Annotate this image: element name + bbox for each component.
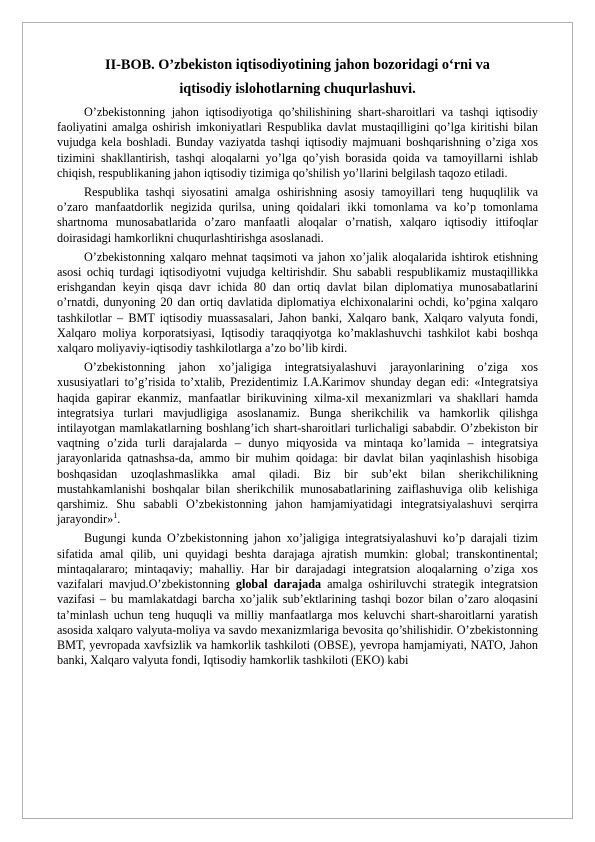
chapter-title-line2: iqtisodiy islohotlarning chuqurlashuvi. [179, 80, 416, 97]
document-body [57, 54, 538, 672]
paragraph-2: Respublika tashqi siyosatini amalga oshirishning asosiy tamoyillari teng huquqlilik va o’zaro manfaatdorlik negizida qurilsa, uning qoidalari ikki tomonlama va ko’p tomonlama shartnoma munosabatlarida o’zaro manfaatli aloqalar o’rnatish, xalqaro iqtisodiy ittifoqlar doirasidagi hamkorlikni chuqurlashtirishga asoslanadi. [57, 185, 538, 245]
paragraph-1: O’zbekistonning jahon iqtisodiyotiga qo’shilishining shart-sharoitlari va tashqi iqtisodiy faoliyatini amalga oshirish imkoniyatlari Respublika davlat mustaqilligini qo’lga kiritishi bilan vujudga kela boshladi. Bunday vaziyatda tashqi iqtisodiy majmuani boshqarishning o’ziga xos tizimini shakllantirish, tashqi aloqalarni yo’lga qo’yish borasida qoida va tamoyillarni ishlab chiqish, respublikaning jahon iqtisodiy tizimiga qo’shilish yo’llarini belgilash taqozo etiladi. [57, 105, 538, 180]
paragraph-5-emphasis: global darajada [235, 577, 322, 592]
paragraph-3: O’zbekistonning xalqaro mehnat taqsimoti va jahon xo’jalik aloqalarida ishtirok etishning asosi ochiq turdagi iqtisodiyotni vujudga keltirishdir. Shu sababli respublikamiz mustaqillikka erishgandan keyin qisqa davr ichida 80 dan ortiq davlat bilan diplomatiya munosabatlarini o’rnatdi, dunyoning 20 dan ortiq davlatida diplomatiya elchixonalarini ochdi, ko’pgina xalqaro tashkilotlar – BMT iqtisodiy muassasalari, Jahon banki, Xalqaro bank, Xalqaro valyuta fondi, Xalqaro moliya korporatsiyasi, Iqtisodiy taraqqiyotga ko’maklashuvchi tashkilot kabi boshqa xalqaro moliyaviy-iqtisodiy tashkilotlarga a’zo bo’lib kirdi. [57, 249, 538, 356]
chapter-title-line1: II-BOB. O’zbekiston iqtisodiyotining jahon bozoridagi o‘rni va [105, 57, 490, 73]
paragraph-5-text-b: amalga oshiriluvchi strategik integratsion vazifasi – bu mamlakatdagi barcha xo’jalik sub’ektlarining tashqi bozor bilan o’zaro aloqasini ta’minlash uchun teng huquqli va milliy manfaatlarga mos keluvchi shart-sharoitlarni yaratish asosida xalqaro valyuta-moliya va savdo mexanizmlariga bevosita qo’shilishidir. O’zbekistonning BMT, yevropada xavfsizlik va hamkorlik tashkiloti (OBSE), yevropa hamjamiyati, NATO, Jahon banki, Xalqaro valyuta fondi, Iqtisodiy hamkorlik tashkiloti (EKO) kabi [57, 577, 538, 668]
paragraph-4: O’zbekistonning jahon xo’jaligiga integratsiyalashuvi jarayonlarining o’ziga xos xususiyatlari to’g’risida to’xtalib, Prezidentimiz I.A.Karimov shunday degan edi: «Integratsiya haqida gapirar ekanmiz, manfaatlar birikuvining xilma-xil mexanizmlari va shakllari hamda integratsiya turlari mavjudligiga asoslanamiz. Bunga sherikchilik va hamkorlik qilishga intilayotgan mamlakatlarning boshlang’ich shart-sharoitlari turlichaligi sababdir. O’zbekiston bir vaqtning o’zida turli darajalarda – dunyo miqyosida va mintaqa ko’lamida – integratsiya jarayonlarida qatnashsa-da, ammo bir muhim qoidaga: bir davlat bilan yaqinlashish hisobiga boshqasidan uzoqlashmaslikka amal qiladi. Biz bir sub’ekt bilan sherikchilikning mustahkamlanishi boshqalar bilan sherikchilik munosabatlarining zaiflashuviga olib kelishiga qarshimiz. Shu sababli O’zbekistonning jahon hamjamiyatidagi integratsiyalashuvi serqirra jarayondir»$^1$. [57, 360, 538, 527]
paragraph-5 [57, 531, 538, 668]
paragraph-5-text-a: Bugungi kunda O’zbekistonning jahon xo’jaligiga integratsiyalashuvi ko’p darajali tizim sifatida amal qilib, uni quyidagi beshta darajaga ajratish mumkin: global; transkontinental; mintaqalararo; mintaqaviy; mahalliy. Har bir darajadagi integratsion aloqalarning o’ziga xos vazifalari mavjud.O’zbekistonning [57, 531, 538, 592]
chapter-title [57, 54, 538, 101]
paragraph-4-text: O’zbekistonning jahon xo’jaligiga integratsiyalashuvi jarayonlarining o’ziga xos xususiyatlari to’g’risida to’xtalib, Prezidentimiz I.A.Karimov shunday degan edi: «Integratsiya haqida gapirar ekanmiz, manfaatlar birikuvining xilma-xil mexanizmlari va shakllari hamda integratsiya turlari mavjudligiga asoslanamiz. Bunga sherikchilik va hamkorlik qilishga intilayotgan mamlakatlarning boshlang’ich shart-sharoitlari turlichaligi sababdir. O’zbekiston bir vaqtning o’zida turli darajalarda – dunyo miqyosida va mintaqa ko’lamida – integratsiya jarayonlarida qatnashsa-da, ammo bir muhim qoidaga: bir davlat bilan yaqinlashish hisobiga boshqasidan uzoqlashmaslikka amal qiladi. Biz bir sub’ekt bilan sherikchilikning mustahkamlanishi boshqalar bilan sherikchilik munosabatlarining zaiflashuviga olib kelishiga qarshimiz. Shu sababli O’zbekistonning jahon hamjamiyatidagi integratsiyalashuvi serqirra jarayondir» [57, 360, 538, 527]
footnote-marker: 1 [113, 511, 118, 521]
